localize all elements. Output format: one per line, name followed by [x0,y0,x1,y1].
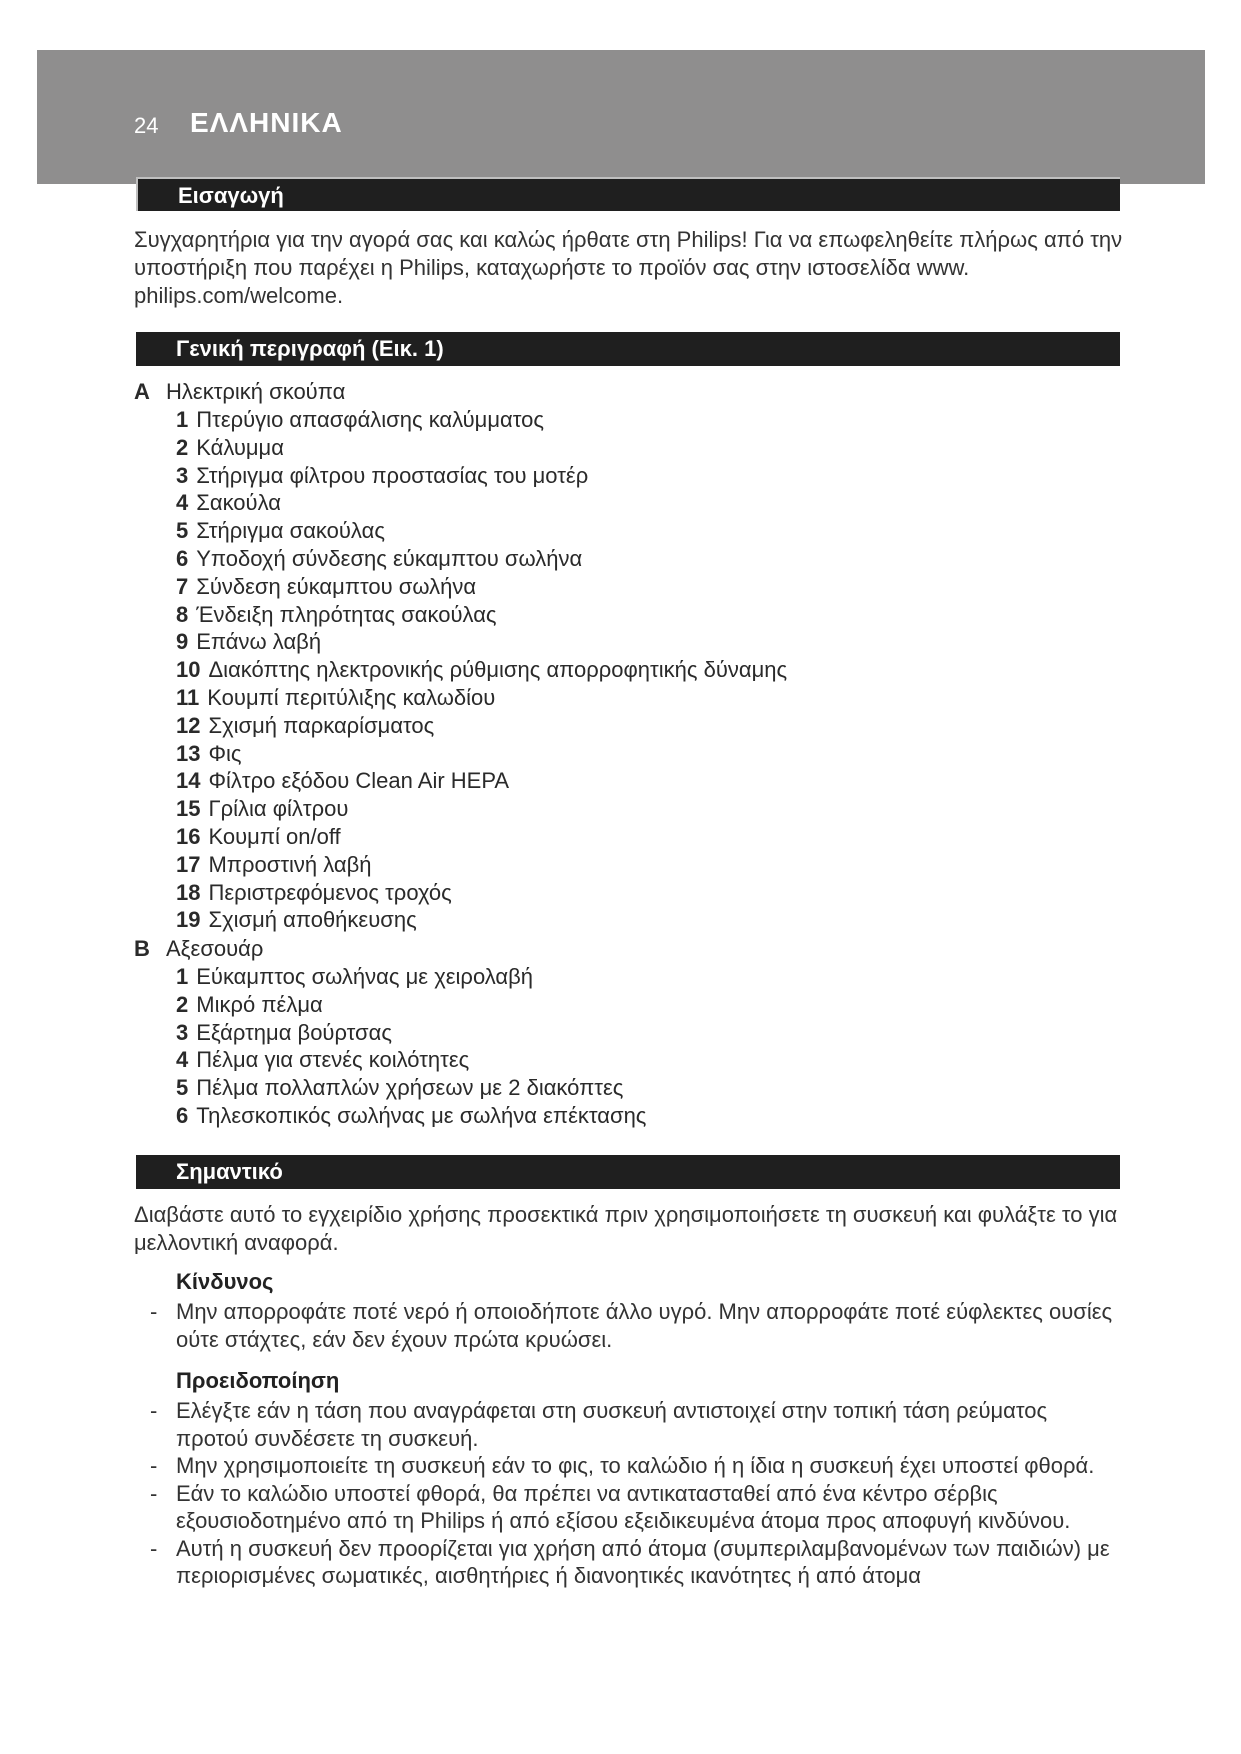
item-text: Διακόπτης ηλεκτρονικής ρύθμισης απορροφητικής δύναμης [208,657,788,683]
item-number: 4 [176,490,189,516]
list-item [176,851,787,879]
item-number: 11 [176,684,200,710]
item-number: 7 [176,573,189,599]
item-number: 12 [176,712,201,738]
group-label: Αξεσουάρ [166,936,264,961]
list-item [176,462,787,490]
list-item [176,991,646,1019]
bullet-item [150,1397,1125,1452]
item-text: Σακούλα [196,490,281,516]
item-text: Σύνδεση εύκαμπτου σωλήνα [196,573,477,599]
item-number: 2 [176,991,189,1017]
section-header-intro [136,177,1120,211]
list-item [176,906,787,934]
bullet-text: Εάν το καλώδιο υποστεί φθορά, θα πρέπει να αντικατασταθεί από ένα κέντρο σέρβις εξουσιοδοτημένο από τη Philips ή από εξίσου εξειδικευμένα άτομα προς αποφυγή κινδύνου. [176,1480,1071,1533]
bullet-text: Αυτή η συσκευή δεν προορίζεται για χρήση από άτομα (συμπεριλαμβανομένων των παιδιών) με περιορισμένες σωματικές, αισθητήριες ή διανοητικές ικανότητες ή από άτομα [176,1535,1110,1588]
list-item [176,656,787,684]
list-item [176,1019,646,1047]
list-item [176,1046,646,1074]
list-item [176,545,787,573]
item-number: 6 [176,1102,189,1128]
item-text: Ένδειξη πληρότητας σακούλας [196,601,497,627]
item-number: 18 [176,879,201,905]
item-text: Φίλτρο εξόδου Clean Air HEPA [208,768,510,794]
item-text: Εξάρτημα βούρτσας [196,1019,392,1045]
list-item [176,1102,646,1130]
bullet-dash: - [150,1299,158,1324]
item-number: 16 [176,823,201,849]
item-number: 9 [176,629,189,655]
item-number: 2 [176,434,189,460]
section-title: Εισαγωγή [178,183,284,208]
group-b-heading [134,935,263,963]
bullet-dash: - [150,1535,158,1561]
bullet-dash: - [150,1453,158,1478]
bullet-text: Μην χρησιμοποιείτε τη συσκευή εάν το φις, το καλώδιο ή η ίδια η συσκευή έχει υποστεί φθορά. [176,1453,1095,1478]
item-number: 13 [176,740,201,766]
important-paragraph: Διαβάστε αυτό το εγχειρίδιο χρήσης προσεκτικά πριν χρησιμοποιήσετε τη συσκευή και φυλάξτε το για μελλοντική αναφορά. [134,1202,1118,1255]
item-text: Στήριγμα φίλτρου προστασίας του μοτέρ [196,462,589,488]
item-number: 19 [176,907,201,933]
group-a-heading [134,378,345,406]
item-text: Σχισμή παρκαρίσματος [208,712,435,738]
list-item [176,740,787,768]
item-text: Τηλεσκοπικός σωλήνας με σωλήνα επέκτασης [196,1102,647,1128]
list-item [176,406,787,434]
list-item [176,879,787,907]
item-text: Φις [208,740,242,766]
intro-paragraph: Συγχαρητήρια για την αγορά σας και καλώς ήρθατε στη Philips! Για να επωφεληθείτε πλήρως από την υποστήριξη που παρέχει η Philips, καταχωρήστε το προϊόν σας στην ιστοσελίδα www. philips.com/welcome. [134,227,1123,308]
bullet-item [150,1480,1125,1535]
danger-list [150,1298,1125,1353]
list-item [176,963,646,991]
list-item [176,489,787,517]
item-number: 3 [176,1019,189,1045]
language-title: ΕΛΛΗΝΙΚΑ [190,107,343,138]
group-letter: A [134,379,150,404]
item-text: Περιστρεφόμενος τροχός [208,879,452,905]
item-number: 8 [176,601,189,627]
list-item [176,434,787,462]
item-text: Πέλμα για στενές κοιλότητες [196,1047,470,1073]
bullet-dash: - [150,1480,158,1506]
group-b-list [176,963,646,1130]
bullet-item [150,1535,1125,1590]
list-item [176,712,787,740]
item-text: Υποδοχή σύνδεσης εύκαμπτου σωλήνα [196,545,583,571]
item-number: 1 [176,964,189,989]
item-number: 5 [176,1075,189,1101]
section-title: Σημαντικό [176,1159,283,1184]
list-item [176,601,787,629]
item-number: 15 [176,796,201,822]
section-header-description [136,332,1120,366]
item-text: Κουμπί περιτύλιξης καλωδίου [207,684,496,710]
item-text: Σχισμή αποθήκευσης [208,907,417,933]
list-item [176,573,787,601]
warning-heading: Προειδοποίηση [176,1368,340,1393]
item-text: Κάλυμμα [196,434,284,460]
item-number: 6 [176,545,189,571]
section-header-important [136,1155,1120,1189]
item-text: Μπροστινή λαβή [208,851,372,877]
group-label: Ηλεκτρική σκούπα [166,379,346,404]
item-text: Επάνω λαβή [196,629,322,655]
list-item [176,517,787,545]
item-text: Κουμπί on/off [208,823,341,849]
item-number: 14 [176,768,201,794]
bullet-dash: - [150,1398,158,1423]
item-text: Γρίλια φίλτρου [208,796,349,822]
item-text: Μικρό πέλμα [196,991,323,1017]
item-text: Πέλμα πολλαπλών χρήσεων με 2 διακόπτες [196,1075,624,1101]
list-item [176,767,787,795]
section-title: Γενική περιγραφή (Εικ. 1) [176,336,444,361]
danger-heading: Κίνδυνος [176,1269,274,1294]
group-a-list [176,406,787,934]
bullet-text: Ελέγξτε εάν η τάση που αναγράφεται στη συσκευή αντιστοιχεί στην τοπική τάση ρεύματος προτού συνδέσετε τη συσκευή. [176,1398,1048,1451]
item-number: 4 [176,1047,189,1073]
item-text: Πτερύγιο απασφάλισης καλύμματος [196,407,544,432]
item-number: 1 [176,407,189,432]
bullet-text: Μην απορροφάτε ποτέ νερό ή οποιοδήποτε άλλο υγρό. Μην απορροφάτε ποτέ εύφλεκτες ουσίες ούτε στάχτες, εάν δεν έχουν πρώτα κρυώσει. [176,1299,1113,1352]
item-number: 17 [176,851,201,877]
list-item [176,684,787,712]
bullet-item [150,1452,1125,1480]
list-item [176,628,787,656]
list-item [176,1074,646,1102]
list-item [176,823,787,851]
item-text: Εύκαμπτος σωλήνας με χειρολαβή [196,964,534,989]
item-number: 3 [176,462,189,488]
bullet-item [150,1298,1125,1353]
list-item [176,795,787,823]
item-number: 10 [176,657,201,683]
warning-list [150,1397,1125,1590]
page-number: 24 [134,113,159,138]
item-text: Στήριγμα σακούλας [196,518,385,544]
item-number: 5 [176,518,189,544]
group-letter: B [134,936,150,961]
